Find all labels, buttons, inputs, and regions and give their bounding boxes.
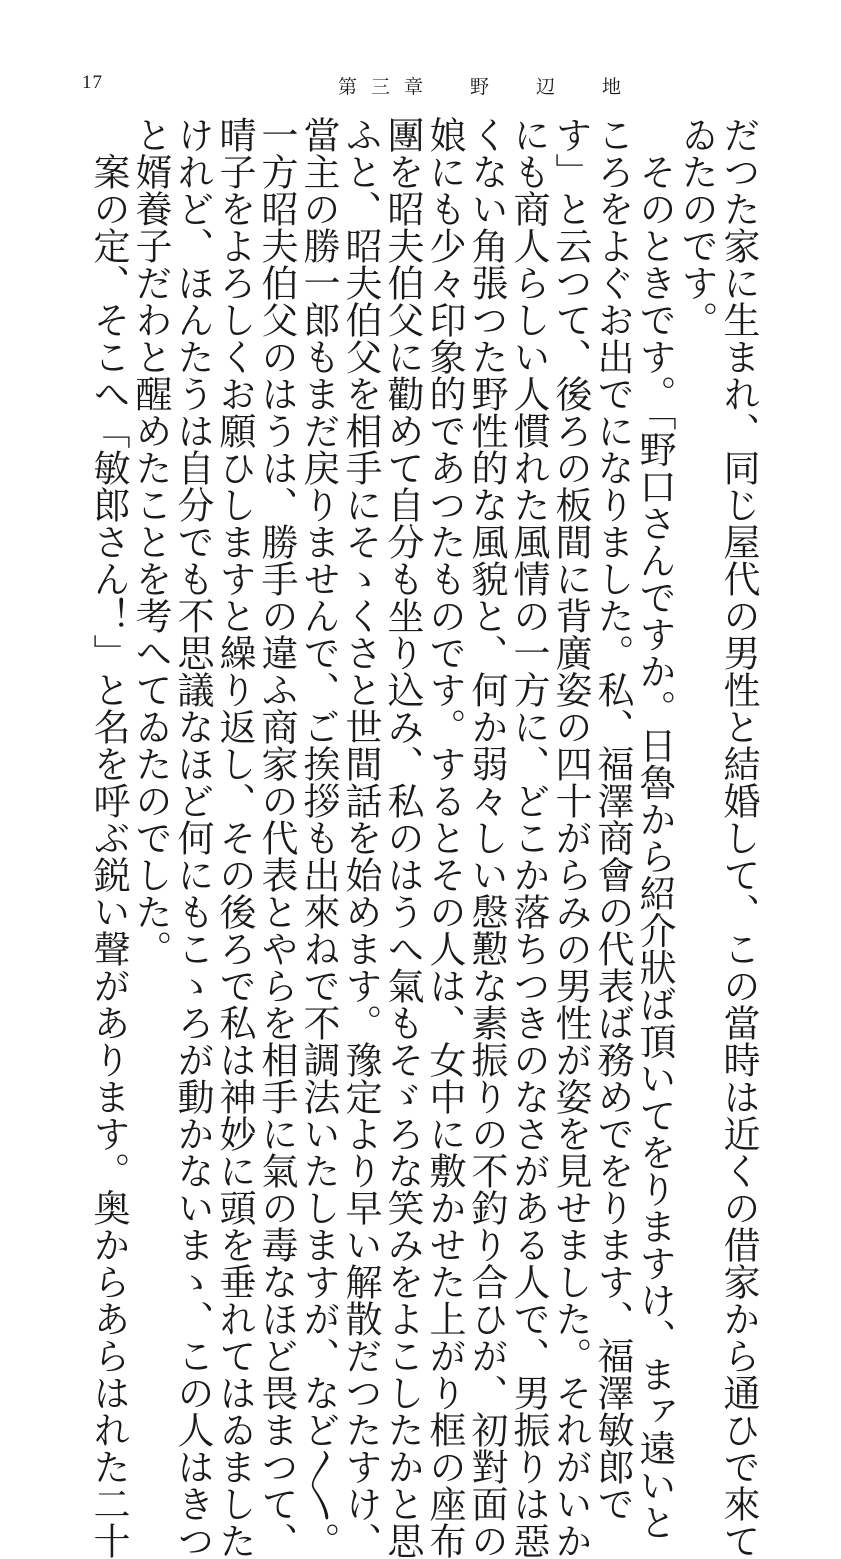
text-line: ふと、昭夫伯父を相手にそゝくさと世間話を始めます。豫定より早い解散だつたすけ、 bbox=[339, 116, 382, 1559]
text-line: ゐたのです。 bbox=[675, 116, 718, 338]
text-line: と婿養子だわと醒めたことを考へてゐたのでした。 bbox=[129, 116, 172, 967]
text-line: 案の定、そこへ「敏郎さん！」と名を呼ぶ鋭い聲があります。奥からあらはれた二十 bbox=[87, 116, 130, 1559]
text-line: 當主の勝一郎もまだ戻りませんで、ご挨拶も出來ねで不調法いたしますが、など〳〵。 bbox=[297, 116, 340, 1559]
text-line: けれど、ほんたうは自分でも不思議なほど何にもこゝろが動かないまゝ、この人はきつ bbox=[171, 116, 214, 1559]
text-line: 團を昭夫伯父に勸めて自分も坐り込み、私のはうへ氣もそゞろな笑みをよこしたかと思 bbox=[381, 116, 424, 1559]
text-line: 晴子をよろしくお願ひしますと繰り返し、その後ろで私は神妙に頭を垂れてはゐました bbox=[213, 116, 256, 1559]
page-number: 17 bbox=[82, 72, 103, 93]
text-line: だつた家に生まれ、同じ屋代の男性と結婚して、この當時は近くの借家から通ひで來て bbox=[717, 116, 760, 1559]
text-line: くない角張つた野性的な風貌と、何か弱々しい慇懃な素振りの不釣り合ひが、初對面の bbox=[465, 116, 508, 1559]
text-line: にも商人らしい人慣れた風情の一方に、どこか落ちつきのなさがある人で、男振りは惡 bbox=[507, 116, 550, 1559]
text-line: す」と云つて、後ろの板間に背廣姿の四十がらみの男性が姿を見せました。それがいか bbox=[549, 116, 592, 1559]
text-line: 一方昭夫伯父のはうは、勝手の違ふ商家の代表とやらを相手に氣の毒なほど畏まつて、 bbox=[255, 116, 298, 1559]
running-head: 第三章 野 辺 地 bbox=[338, 76, 636, 98]
body-text bbox=[87, 116, 760, 1559]
text-line: そのときです。「野口さんですか。日魯から紹介狀ば頂いてをりますけ、まァ遠いと bbox=[633, 116, 676, 1541]
text-line: 娘にも少々印象的であつたものです。するとその人は、女中に敷かせた上がり框の座布 bbox=[423, 116, 466, 1559]
text-line: ころをよぐお出でになりました。私、福澤商會の代表ば務めでをります、福澤敏郎で bbox=[591, 116, 634, 1522]
